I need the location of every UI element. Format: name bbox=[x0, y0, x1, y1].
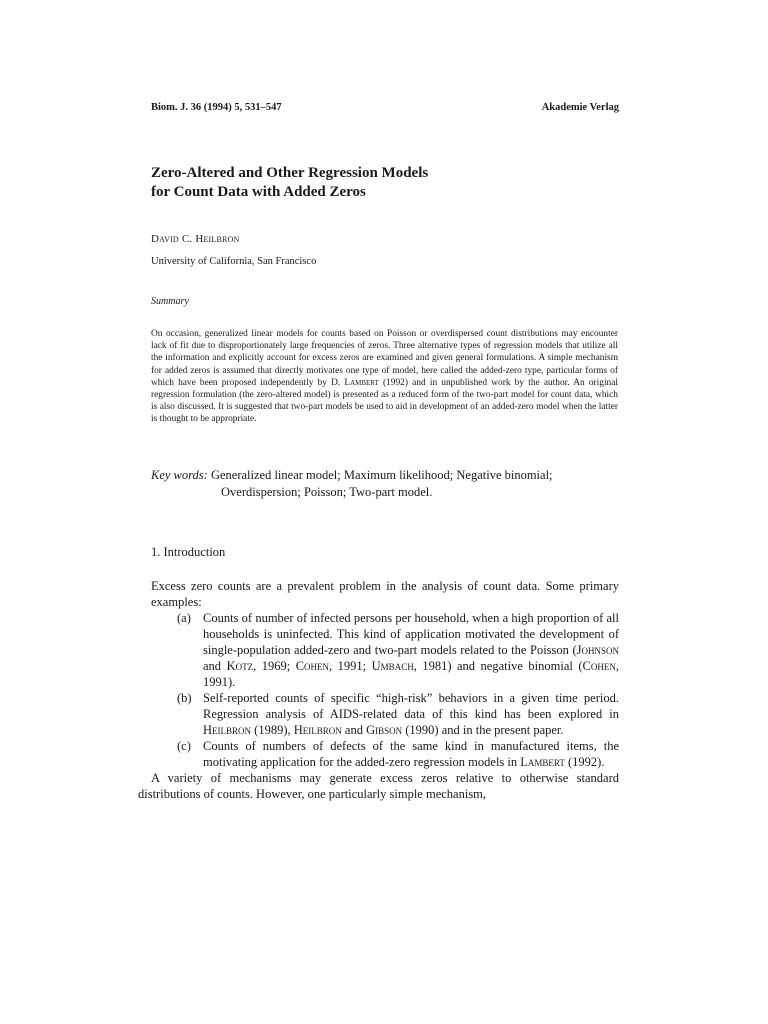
item-b-text: (1989), bbox=[251, 723, 294, 737]
summary-text-2: (1992) and in unpublished work by the author. An original regression formulation (the zero-altered model) is presented as a reduced form of the two-part model for count data, which is also discussed. It is suggested that two-part models be used to aid in development of an added-zero model when the latter is thought to be appropriate. bbox=[151, 377, 619, 425]
cite-umbach: Umbach bbox=[371, 659, 414, 673]
list-item-c bbox=[151, 738, 619, 770]
cite-lambert: Lambert bbox=[520, 755, 565, 769]
list-label-a: (a) bbox=[177, 611, 191, 625]
journal-citation: Biom. J. 36 (1994) 5, 531–547 bbox=[151, 102, 282, 113]
keywords-line-2: Overdispersion; Poisson; Two-part model. bbox=[221, 485, 433, 499]
author-name bbox=[151, 233, 240, 245]
keywords bbox=[151, 467, 621, 501]
section-heading-introduction: 1. Introduction bbox=[151, 545, 226, 559]
title-line-1: Zero-Altered and Other Regression Models bbox=[151, 165, 429, 181]
item-a-text: , 1969; bbox=[253, 659, 296, 673]
item-a-text: , 1991; bbox=[329, 659, 372, 673]
title-line-2: for Count Data with Added Zeros bbox=[151, 184, 366, 200]
examples-list bbox=[151, 610, 619, 770]
item-b-text: Self-reported counts of specific “high-risk” behaviors in a given time period. Regression analysis of AIDS-related data of this kind has been explored in bbox=[203, 691, 619, 721]
summary-text-1: On occasion, generalized linear models for counts based on Poisson or overdispersed count distributions may encounter lack of fit due to disproportionately large frequencies of zeros. Three alternative types of regression models that utilize all the information and explicitly account for excess zeros are examined and given general formulations. A simple mechanism for added zeros is assumed that directly motivates one type of model, here called the added-zero type, particular forms of which have been proposed independently by D. bbox=[151, 329, 618, 388]
intro-lead-paragraph: Excess zero counts are a prevalent problem in the analysis of count data. Some primary examples: bbox=[151, 579, 619, 609]
author-last-name: Heilbron bbox=[195, 233, 240, 245]
cite-heilbron: Heilbron bbox=[293, 723, 342, 737]
list-item-a bbox=[151, 610, 619, 690]
keywords-label: Key words: bbox=[151, 468, 208, 482]
author-middle-initial: C. bbox=[178, 233, 196, 245]
publisher-name: Akademie Verlag bbox=[541, 102, 619, 113]
item-a-text: , 1991). bbox=[203, 659, 619, 689]
item-a-text: , 1981) and negative binomial ( bbox=[413, 659, 583, 673]
cite-cohen: Cohen bbox=[295, 659, 330, 673]
cite-johnson: Johnson bbox=[576, 643, 619, 657]
cite-heilbron: Heilbron bbox=[203, 723, 252, 737]
cite-kotz: Kotz bbox=[226, 659, 254, 673]
item-c-text: (1992). bbox=[564, 755, 605, 769]
item-b-text: and bbox=[341, 723, 367, 737]
cite-cohen: Cohen bbox=[582, 659, 616, 673]
author-first-name: David bbox=[151, 233, 179, 245]
summary-heading: Summary bbox=[151, 296, 189, 307]
paper-title bbox=[151, 164, 621, 202]
author-affiliation: University of California, San Francisco bbox=[151, 256, 317, 267]
list-item-b bbox=[151, 690, 619, 738]
list-label-b: (b) bbox=[177, 691, 192, 705]
cite-gibson: Gibson bbox=[366, 723, 403, 737]
introduction-body bbox=[138, 578, 619, 802]
summary-cite-lambert: Lambert bbox=[344, 377, 379, 388]
item-a-text: Counts of number of infected persons per household, when a high proportion of all households is uninfected. This kind of application motivated the development of single-population added-zero and two-part models related to the Poisson ( bbox=[203, 611, 619, 657]
intro-closing-paragraph: A variety of mechanisms may generate excess zeros relative to otherwise standard distributions of counts. However, one particularly simple mechanism, bbox=[138, 771, 619, 801]
item-a-text: and bbox=[203, 659, 227, 673]
summary-abstract bbox=[151, 328, 618, 426]
list-label-c: (c) bbox=[177, 739, 191, 753]
item-b-text: (1990) and in the present paper. bbox=[402, 723, 564, 737]
item-c-text: Counts of numbers of defects of the same kind in manufactured items, the motivating application for the added-zero regression models in bbox=[203, 739, 619, 769]
keywords-line-1: Generalized linear model; Maximum likelihood; Negative binomial; bbox=[207, 468, 553, 482]
